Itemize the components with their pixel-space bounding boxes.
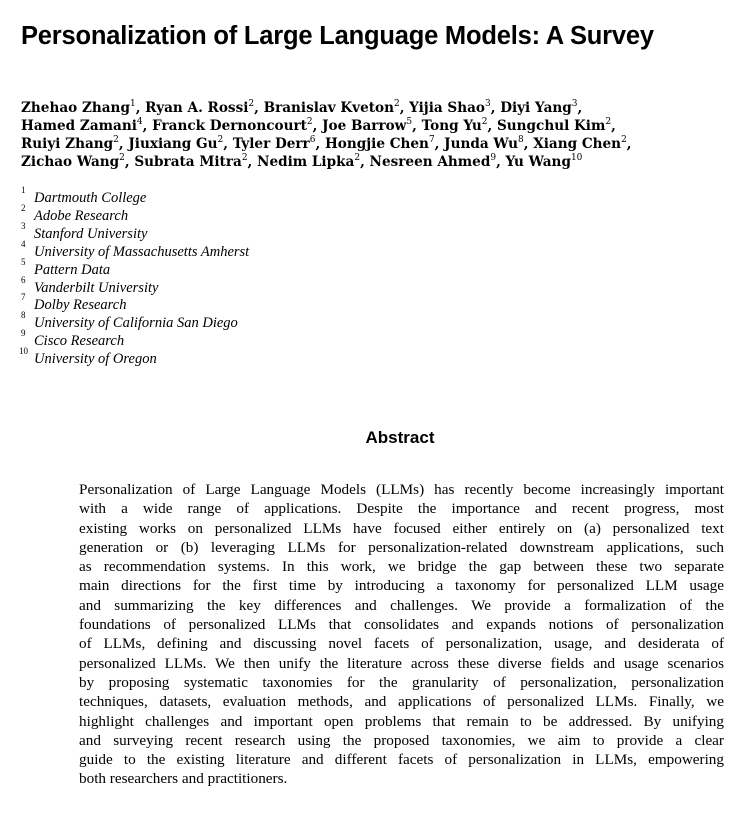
author-affil-mark: 2 bbox=[393, 99, 400, 109]
affiliation-name: Stanford University bbox=[34, 225, 148, 242]
author-affil-mark: 2 bbox=[119, 153, 125, 163]
affiliation-name: Dolby Research bbox=[34, 297, 127, 314]
abstract-line: personalized LLMs. We then unify the literature across these diverse fields and usage scenarios bbox=[79, 654, 724, 672]
affiliation-number: 2 bbox=[21, 202, 26, 213]
abstract-line: as recommendation systems. In this work, we bridge the gap between these two separate bbox=[79, 558, 724, 576]
abstract-line: and summarizing the key differences and challenges. We provide a formalization of the bbox=[79, 596, 724, 614]
abstract-line: and surveying recent research using the proposed taxonomies, we aim to provide a clear bbox=[79, 731, 724, 749]
author-name: Hongjie Chen bbox=[324, 136, 429, 152]
affiliation-name: University of Massachusetts Amherst bbox=[34, 243, 250, 260]
affiliation-item bbox=[21, 292, 249, 315]
affiliation-number: 3 bbox=[21, 220, 26, 231]
author-affil-mark: 2 bbox=[354, 153, 361, 163]
affiliation-number: 6 bbox=[21, 274, 26, 285]
author-affil-mark: 9 bbox=[490, 153, 497, 163]
author-affil-mark: 3 bbox=[571, 99, 578, 109]
author-name: Xiang Chen bbox=[533, 136, 622, 152]
author-affil-mark: 3 bbox=[484, 99, 491, 109]
author-affil-mark: 6 bbox=[309, 135, 316, 145]
author-name: Diyi Yang bbox=[500, 100, 572, 116]
author-name: Tong Yu bbox=[421, 118, 482, 134]
affiliation-number: 10 bbox=[19, 346, 28, 357]
author-name: Jiuxiang Gu bbox=[128, 136, 218, 152]
affiliation-item bbox=[21, 202, 249, 226]
abstract-heading: Abstract bbox=[365, 428, 435, 447]
affiliation-number: 1 bbox=[21, 185, 26, 195]
abstract-line: of LLMs, defining and discussing novel facets of personalization, usage, and desiderata of bbox=[79, 635, 724, 653]
abstract-line: existing works on personalized LLMs have focused either entirely on (a) personalized text bbox=[79, 519, 724, 537]
affiliation-name: University of Oregon bbox=[34, 351, 157, 368]
author-affil-mark: 2 bbox=[248, 99, 255, 109]
affiliation-name: Adobe Research bbox=[34, 207, 129, 224]
affiliation-item bbox=[21, 238, 250, 262]
abstract-line: Personalization of Large Language Models (LLMs) has recently become increasingly important bbox=[79, 481, 724, 498]
abstract-line: techniques, datasets, evaluation methods, and applications of personalized LLMs. Finally, we bbox=[79, 693, 724, 711]
author-name: Sungchul Kim bbox=[496, 118, 606, 134]
affiliation-item bbox=[21, 310, 249, 333]
author-name: Nedim Lipka bbox=[257, 154, 355, 170]
affiliation-number: 8 bbox=[21, 310, 26, 321]
author-name: Junda Wu bbox=[444, 136, 518, 152]
affiliation-item bbox=[21, 328, 249, 351]
author-affil-mark: 2 bbox=[306, 117, 313, 127]
affiliation-number: 9 bbox=[21, 328, 26, 339]
author-affil-mark: 2 bbox=[481, 117, 488, 127]
author-name: Yu Wang bbox=[505, 154, 571, 170]
author-affil-mark: 2 bbox=[241, 153, 248, 163]
author-name: Yijia Shao bbox=[409, 100, 485, 116]
author-affil-mark: 4 bbox=[136, 117, 143, 127]
abstract-line: highlight challenges and important open problems that remain to be addressed. By unifying bbox=[79, 712, 724, 730]
author-affil-mark: 2 bbox=[605, 117, 612, 127]
author-name: Zichao Wang bbox=[21, 154, 120, 170]
author-name: Tyler Derr bbox=[232, 136, 310, 152]
author-affil-mark: 2 bbox=[113, 135, 119, 145]
author-line: Zichao Wang$^2$, Subrata Mitra$^2$, Nedim Lipka$^2$, Nesreen Ahmed$^9$, Yu Wang$^{10}$ bbox=[21, 153, 583, 170]
author-affil-mark: 8 bbox=[517, 135, 524, 145]
author-line: Hamed Zamani$^4$, Franck Dernoncourt$^2$, Joe Barrow$^5$, Tong Yu$^2$, Sungchul Kim$^2$, bbox=[21, 117, 616, 134]
affiliation-number: 4 bbox=[21, 238, 26, 249]
abstract-line: guide to the existing literature and different facets of personalization in LLMs, empowering bbox=[79, 751, 724, 769]
abstract-line: with a wide range of applications. Despite the importance and recent progress, most bbox=[79, 500, 724, 518]
affiliation-number: 7 bbox=[21, 292, 26, 303]
author-name: Subrata Mitra bbox=[134, 154, 242, 170]
paper-title: Personalization of Large Language Models: A Survey bbox=[21, 22, 654, 50]
affiliation-name: Cisco Research bbox=[34, 333, 125, 350]
author-list bbox=[21, 99, 741, 171]
affiliation-name: Dartmouth College bbox=[34, 190, 147, 206]
author-name: Joe Barrow bbox=[322, 118, 407, 134]
affiliation-item bbox=[19, 346, 249, 369]
affiliation-list bbox=[19, 185, 250, 369]
affiliation-number: 5 bbox=[21, 256, 26, 267]
affiliation-name: Vanderbilt University bbox=[34, 279, 159, 296]
author-name: Ryan A. Rossi bbox=[145, 100, 249, 116]
author-name: Ruiyi Zhang bbox=[21, 136, 114, 152]
author-affil-mark: 2 bbox=[217, 135, 224, 145]
abstract-body bbox=[79, 480, 724, 789]
abstract-line: foundations of personalized LLMs that consolidates and expands notions of personalization bbox=[79, 616, 724, 634]
abstract-line: generation or (b) leveraging LLMs for personalization-related downstream applications, such bbox=[79, 538, 724, 556]
affiliation-item bbox=[21, 185, 249, 208]
author-line: Zhehao Zhang$^1$, Ryan A. Rossi$^2$, Branislav Kveton$^2$, Yijia Shao$^3$, Diyi Yang$^3$, bbox=[21, 99, 583, 116]
author-name: Hamed Zamani bbox=[21, 118, 137, 134]
author-name: Nesreen Ahmed bbox=[369, 154, 491, 170]
author-affil-mark: 1 bbox=[129, 99, 136, 109]
affiliation-name: Pattern Data bbox=[34, 261, 111, 278]
author-affil-mark: 2 bbox=[621, 135, 627, 145]
abstract-line: both researchers and practitioners. bbox=[79, 770, 288, 788]
affiliation-item bbox=[21, 274, 249, 298]
author-name: Branislav Kveton bbox=[263, 100, 394, 116]
author-affil-mark: 5 bbox=[406, 117, 413, 127]
author-affil-mark: 10 bbox=[570, 153, 583, 163]
author-name: Zhehao Zhang bbox=[21, 100, 130, 116]
author-affil-mark: 7 bbox=[428, 135, 435, 145]
abstract-line: main directions for the first time by introducing a taxonomy for personalized LLM usage bbox=[79, 577, 724, 595]
abstract-line: by proposing systematic taxonomies for the granularity of personalization, personalization bbox=[79, 673, 724, 691]
affiliation-name: University of California San Diego bbox=[34, 315, 238, 332]
affiliation-item bbox=[21, 220, 249, 244]
author-name: Franck Dernoncourt bbox=[152, 118, 307, 134]
affiliation-item bbox=[21, 256, 249, 280]
author-line: Ruiyi Zhang$^2$, Jiuxiang Gu$^2$, Tyler Derr$^6$, Hongjie Chen$^7$, Junda Wu$^8$, Xiang Chen$^2$, bbox=[21, 135, 632, 152]
